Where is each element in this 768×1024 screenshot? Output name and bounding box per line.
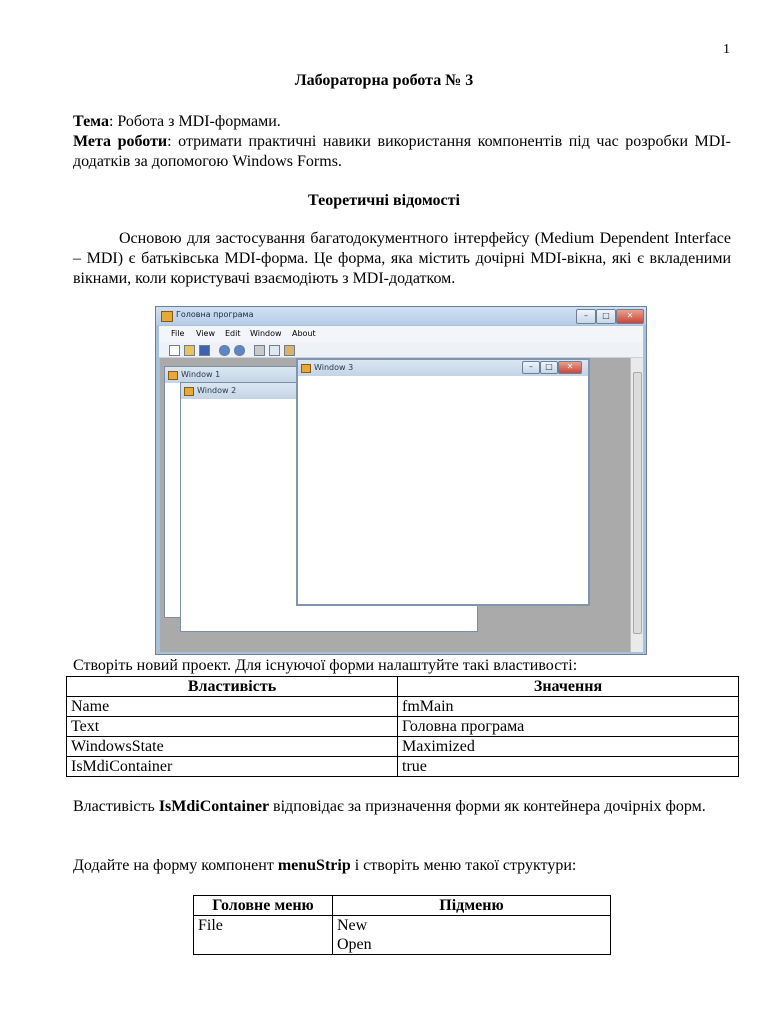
cell-value: Головна програма	[398, 717, 739, 737]
screenshot-window-title: Головна програма	[176, 310, 254, 319]
maximize-icon: □	[596, 309, 616, 324]
theory-paragraph: Основою для застосування багатодокументного інтерфейсу (Medium Dependent Interface – MDI) є батьківська MDI-форма. Це форма, яка містить дочірні MDI-вікна, які є вкладеними вікнами, коли користувачі взаємодіють з MDI-додатком.	[73, 230, 731, 287]
goal-text: : отримати практичні навики використання компонентів під час розробки MDI-додатків за допомогою Windows Forms.	[73, 133, 731, 170]
cell-value: true	[398, 757, 739, 777]
child-window-3	[296, 358, 590, 606]
table-row	[67, 697, 739, 717]
cut-icon	[254, 345, 265, 356]
cell-submenu	[333, 916, 611, 955]
cell-value: fmMain	[398, 697, 739, 717]
window-icon	[184, 387, 194, 396]
menu-window: Window	[250, 329, 282, 338]
mdi-container-note: Властивість IsMdiContainer відповідає за призначення форми як контейнера дочірніх форм.	[73, 798, 706, 815]
paste-icon	[284, 345, 295, 356]
header-submenu: Підменю	[333, 896, 611, 916]
topic-line	[73, 112, 731, 132]
table-row	[67, 737, 739, 757]
submenu-item: Open	[337, 936, 372, 953]
cell-property: Text	[67, 717, 398, 737]
submenu-item: New	[337, 917, 368, 934]
header-property: Властивість	[67, 677, 398, 697]
header-value: Значення	[398, 677, 739, 697]
table-header-row	[194, 896, 611, 916]
properties-table	[66, 676, 739, 777]
window-icon	[168, 371, 178, 380]
topic-text: : Робота з MDI-формами.	[108, 113, 281, 130]
page-number: 1	[723, 42, 730, 57]
child-window-1-title: Window 1	[181, 370, 221, 379]
header-main-menu: Головне меню	[194, 896, 333, 916]
redo-icon	[234, 345, 245, 356]
menu-structure-table	[193, 895, 611, 955]
child-window-2-title: Window 2	[197, 386, 237, 395]
child-close-icon: ✕	[558, 361, 582, 374]
menustrip-term: menuStrip	[277, 857, 351, 874]
menu-about: About	[292, 329, 316, 338]
document-title: Лабораторна робота № 3	[294, 72, 474, 89]
cell-property: IsMdiContainer	[67, 757, 398, 777]
close-icon: ✕	[616, 309, 644, 324]
menu-view: View	[196, 329, 215, 338]
table-row	[194, 916, 611, 955]
topic-label: Тема	[73, 113, 109, 130]
child-window-3-title: Window 3	[314, 363, 354, 372]
copy-icon	[269, 345, 280, 356]
cell-property: Name	[67, 697, 398, 717]
table-row	[67, 717, 739, 737]
goal-label: Мета роботи	[73, 133, 168, 150]
app-icon	[161, 311, 173, 322]
mdi-client-area	[160, 358, 630, 652]
table-header-row	[67, 677, 739, 697]
undo-icon	[219, 345, 230, 356]
child-maximize-icon: □	[540, 361, 558, 374]
mdi-app-screenshot	[155, 306, 647, 655]
theory-heading: Теоретичні відомості	[308, 192, 460, 209]
menu-edit: Edit	[225, 329, 241, 338]
cell-value: Maximized	[398, 737, 739, 757]
screenshot-toolbar	[159, 342, 643, 358]
screenshot-vertical-scrollbar	[630, 358, 643, 652]
cell-property: WindowsState	[67, 737, 398, 757]
cell-main-menu: File	[194, 916, 333, 955]
minimize-icon: –	[576, 309, 596, 324]
menu-intro: Додайте на форму компонент menuStrip і створіть меню такої структури:	[73, 857, 577, 874]
screenshot-titlebar	[156, 307, 646, 325]
table-row	[67, 757, 739, 777]
new-icon	[169, 345, 180, 356]
child-minimize-icon: –	[522, 361, 540, 374]
menu-file: File	[171, 329, 185, 338]
ismdicontainer-term: IsMdiContainer	[158, 798, 270, 815]
save-icon	[199, 345, 210, 356]
window-icon	[301, 364, 311, 373]
props-intro: Створіть новий проект. Для існуючої форми налаштуйте такі властивості:	[73, 657, 578, 674]
screenshot-menubar	[159, 326, 643, 342]
open-icon	[184, 345, 195, 356]
goal-paragraph	[73, 132, 731, 172]
